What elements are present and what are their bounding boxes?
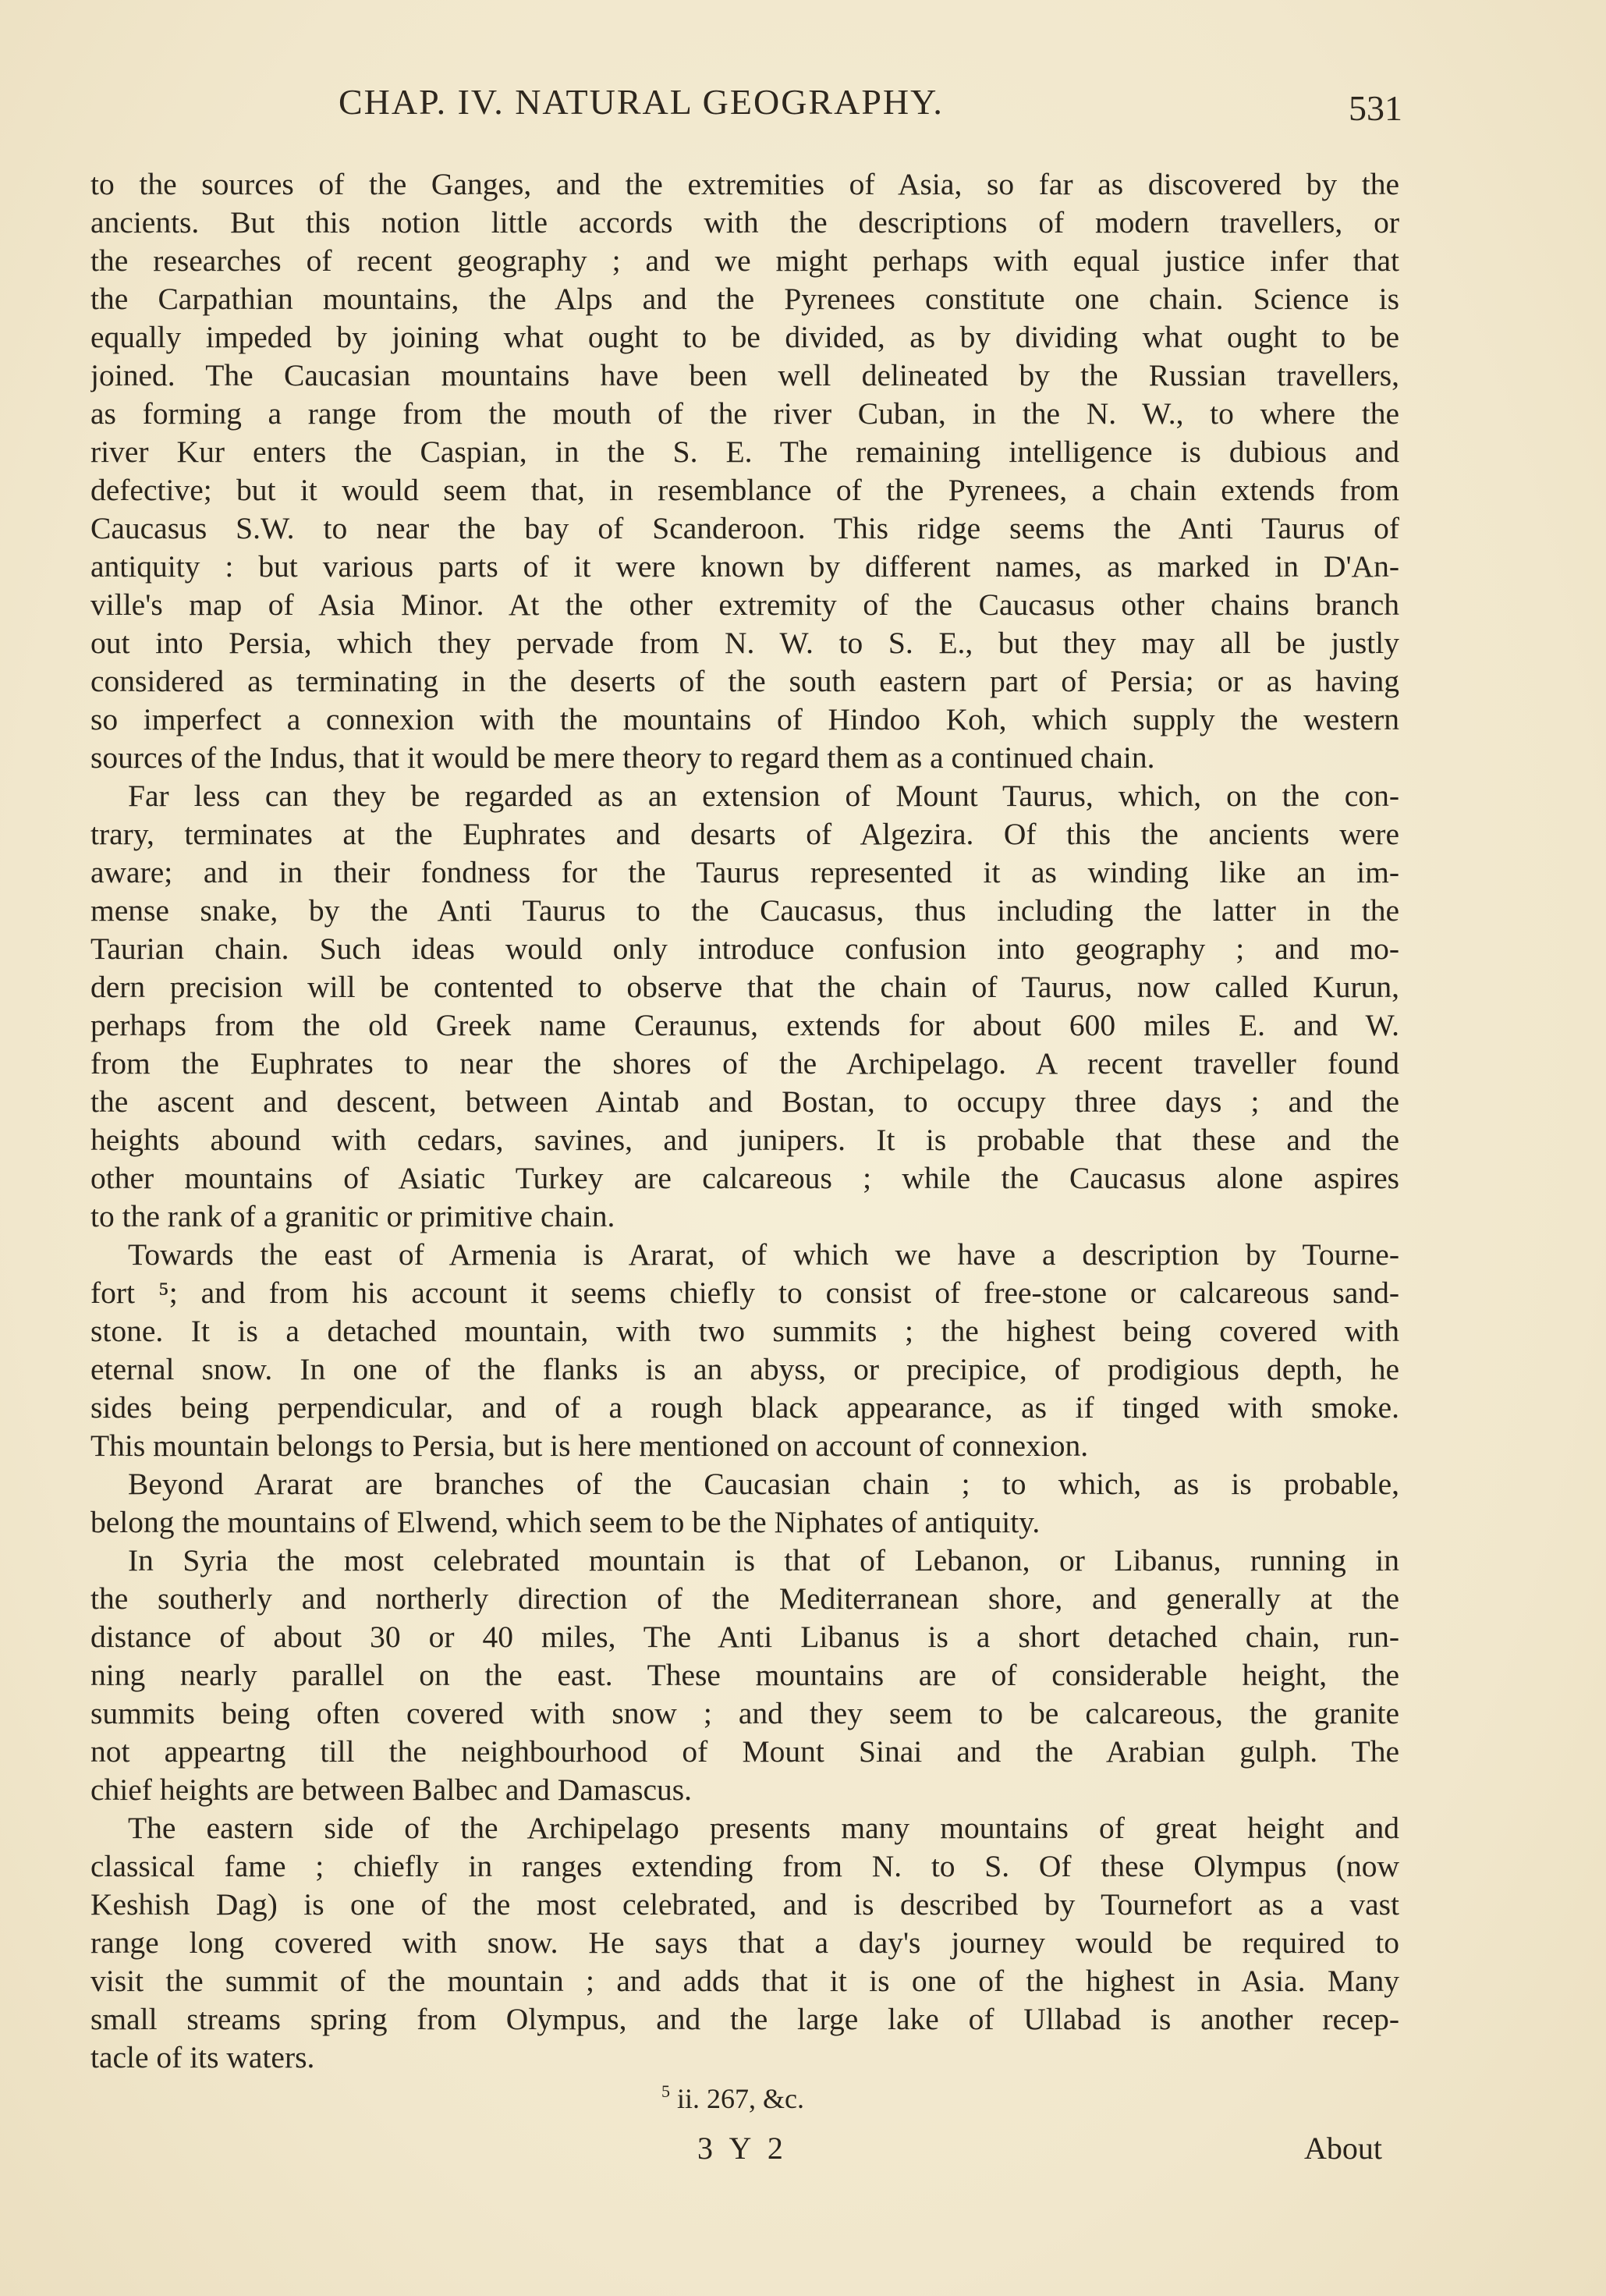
text-line: out into Persia, which they pervade from N. W. to S. E., but they may all be justly <box>90 626 1399 660</box>
text-line: eternal snow. In one of the flanks is an abyss, or precipice, of prodigious depth, he <box>90 1352 1399 1386</box>
page-number: 531 <box>1349 88 1402 128</box>
text-line: equally impeded by joining what ought to be divided, as by dividing what ought to be <box>90 320 1399 354</box>
footnote-text: ii. 267, &c. <box>677 2083 804 2114</box>
text-line: Keshish Dag) is one of the most celebrated, and is described by Tournefort as a vast <box>90 1887 1399 1922</box>
text-line: antiquity : but various parts of it were known by different names, as marked in D'An- <box>90 549 1399 584</box>
text-line: heights abound with cedars, savines, and junipers. It is probable that these and the <box>90 1123 1399 1157</box>
text-line: belong the mountains of Elwend, which seem to be the Niphates of antiquity. <box>90 1505 1041 1539</box>
text-line: visit the summit of the mountain ; and adds that it is one of the highest in Asia. Many <box>90 1964 1399 1998</box>
text-line: sides being perpendicular, and of a rough black appearance, as if tinged with smoke. <box>90 1390 1399 1425</box>
text-line: Taurian chain. Such ideas would only introduce confusion into geography ; and mo- <box>90 932 1399 966</box>
text-line: from the Euphrates to near the shores of the Archipelago. A recent traveller found <box>90 1046 1399 1081</box>
text-line: the southerly and northerly direction of the Mediterranean shore, and generally at the <box>90 1581 1399 1616</box>
text-line: so imperfect a connexion with the mountains of Hindoo Koh, which supply the western <box>90 702 1399 736</box>
text-line: the researches of recent geography ; and we might perhaps with equal justice infer that <box>90 243 1399 278</box>
text-line: perhaps from the old Greek name Ceraunus, extends for about 600 miles E. and W. <box>90 1008 1399 1042</box>
text-line: dern precision will be contented to observe that the chain of Taurus, now called Kurun, <box>90 970 1399 1004</box>
text-line: as forming a range from the mouth of the river Cuban, in the N. W., to where the <box>90 396 1399 431</box>
text-line: summits being often covered with snow ; and they seem to be calcareous, the granite <box>90 1696 1399 1730</box>
text-line: In Syria the most celebrated mountain is that of Lebanon, or Libanus, running in <box>128 1543 1399 1577</box>
text-line: to the rank of a granitic or primitive chain. <box>90 1199 615 1233</box>
text-line: range long covered with snow. He says that a day's journey would be required to <box>90 1925 1399 1960</box>
text-line: river Kur enters the Caspian, in the S. E. The remaining intelligence is dubious and <box>90 435 1399 469</box>
text-line: mense snake, by the Anti Taurus to the Caucasus, thus including the latter in the <box>90 893 1399 928</box>
text-line: distance of about 30 or 40 miles, The Anti Libanus is a short detached chain, run- <box>90 1620 1399 1654</box>
text-line: Towards the east of Armenia is Ararat, of which we have a description by Tourne- <box>128 1237 1399 1272</box>
text-line: other mountains of Asiatic Turkey are calcareous ; while the Caucasus alone aspires <box>90 1161 1399 1195</box>
text-line: considered as terminating in the deserts of the south eastern part of Persia; or as having <box>90 664 1399 698</box>
text-line: Caucasus S.W. to near the bay of Scanderoon. This ridge seems the Anti Taurus of <box>90 511 1399 545</box>
text-line: stone. It is a detached mountain, with two summits ; the highest being covered with <box>90 1314 1399 1348</box>
text-line: tacle of its waters. <box>90 2040 315 2074</box>
text-line: sources of the Indus, that it would be mere theory to regard them as a continued chain. <box>90 740 1155 775</box>
text-line: to the sources of the Ganges, and the extremities of Asia, so far as discovered by the <box>90 167 1399 201</box>
text-line: joined. The Caucasian mountains have been well delineated by the Russian travellers, <box>90 358 1399 392</box>
signature-mark: 3 Y 2 <box>697 2131 788 2166</box>
text-line: ville's map of Asia Minor. At the other extremity of the Caucasus other chains branch <box>90 587 1399 622</box>
footnote <box>661 2081 804 2115</box>
text-line: This mountain belongs to Persia, but is here mentioned on account of connexion. <box>90 1428 1089 1463</box>
text-line: ancients. But this notion little accords with the descriptions of modern travellers, or <box>90 205 1399 240</box>
text-line: Beyond Ararat are branches of the Caucasian chain ; to which, as is probable, <box>128 1467 1399 1501</box>
text-line: fort ⁵; and from his account it seems chiefly to consist of free-stone or calcareous sand- <box>90 1276 1399 1310</box>
catchword: About <box>1304 2131 1382 2166</box>
running-title: CHAP. IV. NATURAL GEOGRAPHY. <box>339 82 944 122</box>
text-line: The eastern side of the Archipelago presents many mountains of great height and <box>128 1811 1399 1845</box>
text-line: classical fame ; chiefly in ranges extending from N. to S. Of these Olympus (now <box>90 1849 1399 1883</box>
text-line: aware; and in their fondness for the Taurus represented it as winding like an im- <box>90 855 1399 889</box>
text-line: small streams spring from Olympus, and the large lake of Ullabad is another recep- <box>90 2002 1399 2036</box>
text-line: trary, terminates at the Euphrates and desarts of Algezira. Of this the ancients were <box>90 817 1399 851</box>
text-line: chief heights are between Balbec and Damascus. <box>90 1773 693 1807</box>
text-line: the ascent and descent, between Aintab and Bostan, to occupy three days ; and the <box>90 1084 1399 1119</box>
text-line: not appeartng till the neighbourhood of Mount Sinai and the Arabian gulph. The <box>90 1734 1399 1769</box>
text-line: ning nearly parallel on the east. These mountains are of considerable height, the <box>90 1658 1399 1692</box>
page-header <box>90 81 1401 128</box>
body-text <box>90 165 1399 2077</box>
footnote-marker: 5 <box>661 2081 670 2101</box>
text-line: Far less can they be regarded as an extension of Mount Taurus, which, on the con- <box>128 779 1399 813</box>
text-line: defective; but it would seem that, in resemblance of the Pyrenees, a chain extends from <box>90 473 1399 507</box>
text-line: the Carpathian mountains, the Alps and the Pyrenees constitute one chain. Science is <box>90 282 1399 316</box>
